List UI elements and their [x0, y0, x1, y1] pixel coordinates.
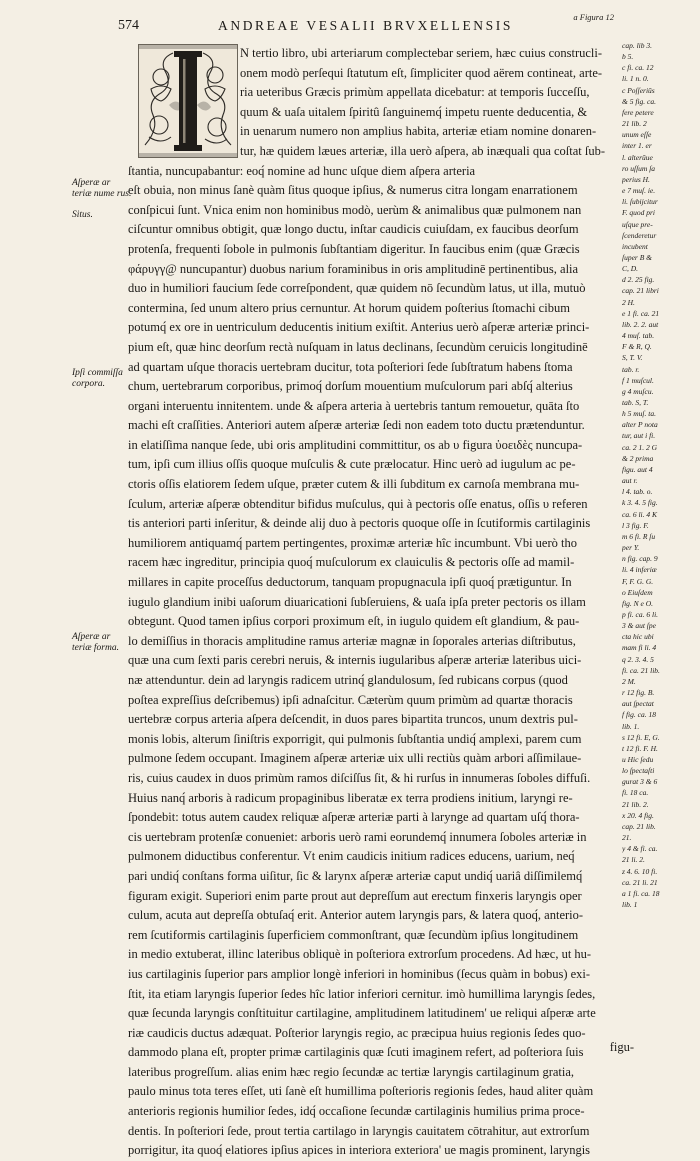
figure-reference: incubent	[622, 241, 648, 251]
figure-reference: ſcenderetur	[622, 230, 657, 240]
figure-reference: lib. 2. 2. aut	[622, 319, 659, 329]
figure-reference: c Poſſeriūs	[622, 85, 655, 95]
text-line: quæ una cum ſexti paris cerebri neruis, & internis iugularibus aſperæ arteriæ lateribus uici-	[128, 653, 582, 668]
figure-reference: 2 H.	[622, 297, 635, 307]
text-line: in uenarum numero non amplius habita, arteriæ etiam nomine donaren-	[240, 124, 597, 139]
figure-reference: li. 4 inferiæ	[622, 565, 657, 575]
text-line: millares in capite proceſſus deductorum, tanquam propugnacula ipſi quoq́ prætiguntur. In	[128, 575, 572, 590]
text-line: næ attenduntur. dein ad laryngis radicem utrinq́ glandulosum, ſed rubicans corpus (quod	[128, 673, 568, 687]
figure-reference: m 6 fi. R ſu	[622, 531, 656, 541]
figure-reference: S, T. V.	[622, 353, 643, 363]
historiated-initial-I-putti-icon	[139, 45, 237, 157]
text-line: onem modò perſequi ſtatutum eſt, ſimpliciter quod aërem contineat, arte-	[240, 65, 603, 80]
text-line: tis anteriori parti inſeritur, & deinde alij duo à pectoris quoque oſſe in ſcutiformis cartilaginis	[128, 516, 591, 531]
text-line: ctoris oſſis elatiorem ſedem uſque, præter cutem & illi ſubditum ex carnoſa membrana mu-	[128, 477, 580, 492]
figure-reference: a 1 fi. ca. 18	[622, 888, 660, 898]
figure-reference: o Eiuſdem	[622, 587, 653, 597]
figure-reference: a Figura 12	[573, 12, 614, 22]
figure-reference: cap. 21 libri	[622, 286, 659, 296]
text-line: pium eſt, quæ hinc deorſum rectà nuſquam in latus declinans, ſecundùm ceruicis longitudinē	[128, 339, 588, 354]
figure-reference: x 20. 4 fig.	[622, 810, 654, 820]
figure-reference: r 12 fig. B.	[622, 688, 655, 698]
figure-reference: tab. S, T.	[622, 398, 649, 407]
figure-reference: z 4. 6. 10 fi.	[622, 866, 658, 876]
text-line: ad quartam uſque thoracis uertebram ducitur, tota poſteriori ſede ſubſtratum habens ſtoma	[128, 359, 573, 374]
figure-reference: F, F. G. G.	[622, 576, 654, 586]
text-line: ria ueteribus Græcis primùm appellata dicebatur: at temporis ſucceſſu,	[240, 85, 590, 100]
text-line: ciſcuntur omnibus obtigit, quæ longo ductu, inſtar caudicis cuiuſdam, ex faucibus deorſum	[128, 222, 579, 237]
text-line: culum, acuta aut depreſſa obtuſaq́ erit. Anterior autem laryngis pars, & latera quoq́, anterio-	[128, 908, 584, 923]
figure-reference: li. 1 n. 0.	[622, 74, 649, 84]
text-line: tum, ipſi cum illius oſſis quoque muſculis & cute prælocatur. Hinc uerò ad iugulum ac pe-	[128, 457, 576, 472]
figure-reference: d 2. 25 fig.	[622, 275, 655, 285]
page-header	[118, 12, 618, 38]
text-line: contermina, ſed unum altero prius cernuntur. At horum quidem poſterius ſtomachi cibum	[128, 300, 570, 315]
figure-reference: u Hic ſedu	[622, 755, 654, 764]
figure-reference: mam fi li. 4	[622, 643, 657, 653]
figure-reference: fi. ca. 21 lib.	[622, 665, 660, 675]
figure-reference: lib. 1.	[622, 721, 640, 731]
figure-reference: & 5 fig. ca.	[622, 96, 656, 106]
figure-reference: e 7 muſ. ie.	[622, 186, 656, 196]
margin-note: Situs.	[72, 210, 93, 220]
text-line: duo in humiliori faucium ſede correſpondent, quæ quidem nō ſecundùm latus, ut illa, mutuò	[128, 281, 586, 296]
figure-reference: cap. lib 3.	[622, 41, 652, 50]
text-line: racem hæc ingreditur, principia quoq́ muſculorum ex clauiculis & pectoris oſſe ad mamil-	[128, 555, 575, 570]
text-line: Huius nanq́ arboris à radicum propaginibus liberatæ ex terra prodiens initium, laryngi re-	[128, 790, 573, 805]
figure-reference: 2 M.	[622, 676, 636, 686]
text-line: anterioris regionis humilior ſedes, idq́ occaſione ſecundæ cartilaginis humilius prima proce-	[128, 1104, 585, 1119]
text-line: pulmone ſedem occupant. Imaginem aſperæ arteriæ uix ulli rectiùs quàm arbori aſſimilaue-	[128, 751, 582, 766]
figure-reference: fi. 18 ca.	[622, 788, 649, 798]
text-line: organi interuentu innitentem. unde & aſpera arteria à uertebris tantum remouetur, quāta ſto	[128, 398, 580, 413]
text-line: humiliorem antiquamq́ partem pertingentes, proximæ arteriæ hîc incumbunt. Vbi uerò tho	[128, 535, 577, 550]
text-line: ſtit, ita etiam laryngis ſuperior ſedes hîc latior inferiori cernitur. imò humillima laryngis ſedes,	[128, 986, 596, 1001]
text-line: riæ caudicis ductus adæquat. Poſterior laryngis regio, ac præcipua huius regionis ſedes quo-	[128, 1025, 586, 1040]
figure-reference: 4 muſ. tab.	[622, 331, 655, 341]
figure-reference: ca. 2 1. 2 G	[622, 442, 657, 452]
figure-reference: 21 lib. 2	[622, 119, 647, 129]
figure-reference: fig. N e O.	[622, 598, 654, 608]
figure-reference: gurat 3 & 6	[622, 777, 658, 787]
text-line: paulo minus tota teres eſſet, uti ſanè eſt humillima poſterioris regionis ſedes, haud aliter quàm	[128, 1084, 594, 1099]
figure-reference: f fig. ca. 18	[622, 710, 656, 720]
text-line: quæ ſecunda laryngis conſtituitur cartilagine, amplitudinem latitudinem' ue reliqui aſperæ arte	[128, 1006, 596, 1021]
figure-reference: lo ſpectaſti	[622, 766, 655, 776]
running-head: ANDREAE VESALII BRVXELLENSIS	[218, 18, 513, 33]
text-line: ius cartilaginis ſuperior pars amplior longè inferiori in hominibus (ſecus quàm in bobus) exi-	[128, 966, 591, 981]
figure-reference: alter P nota	[622, 420, 658, 430]
figure-reference: g 4 muſcu.	[622, 386, 654, 396]
text-line: quum & uaſa uitalem ſpiritû ſanguinemq́ impetu ruente deducentia, &	[240, 104, 588, 119]
text-line: monis lobis, alterum ſiniſtris exporrigit, qui pulmonis ſubſtantia undiq́ amplexi, parem cum	[128, 731, 582, 746]
figure-reference: t 12 fi. F. H.	[622, 743, 658, 753]
figure-reference: li. ſubijcitur	[622, 197, 658, 207]
text-line: in medio extuberat, illinc lateribus obliquè in poſteriora extrorſum procedens. Ad hæc, ut hu-	[128, 947, 592, 962]
figure-reference: e 1 fi. ca. 21	[622, 308, 660, 318]
figure-reference: q 2. 3. 4. 5	[622, 654, 654, 664]
text-line: cis uertebram protenſæ conueniet: arboris uerò rami eorundemq́ innumera ſoboles arteriæ in	[128, 829, 587, 844]
figure-reference: tab. r.	[622, 364, 640, 374]
text-line: lo demiſſius in thoracis amplitudine ramus arteriæ magnæ in ſoporales arterias diſtributus,	[128, 633, 576, 648]
text-line: machi eſt craſſities. Anteriori autem aſperæ arteriæ ſedi non eadem toto ductu prætenduntur.	[128, 418, 585, 433]
figure-reference: k 3. 4. 5 fig.	[622, 498, 658, 508]
figure-reference: 21.	[622, 833, 632, 843]
text-line: iugulo glandium inibi uaſorum diuaricationi ſubſeruiens, & uaſa ipſa preter pectoris os illam	[128, 594, 586, 609]
figure-reference: figu. aut 4	[622, 464, 653, 474]
figure-reference: uſque pre-	[622, 219, 653, 229]
text-line: N tertio libro, ubi arteriarum complectebar seriem, hæc cuius construcli-	[240, 46, 603, 60]
text-line: rem ſcutiformis cartilaginis ſuperficiem commonſtrant, quæ ſecundùm ipſius longitudinem	[128, 927, 579, 942]
right-margin-notes	[622, 40, 696, 910]
margin-note: Aſperæ ar teriæ forma.	[72, 632, 119, 653]
figure-reference: h 5 muſ. ta.	[622, 409, 656, 419]
figure-reference: y 4 & fi. ca.	[622, 844, 658, 854]
figure-reference: inter 1. er	[622, 141, 652, 151]
text-line: uertebræ corpus arteria aſpera deſcendit, in duos pares bipartita truncos, unum dextris pul-	[128, 712, 578, 727]
figure-reference: b 5.	[622, 52, 634, 62]
margin-note: Aſperæ ar teriæ nume rus.	[72, 178, 132, 199]
text-line: pulmonem diductibus conferentur. Vt enim caudicis initium radices educens, uarium, neq́	[128, 849, 575, 864]
figure-reference: ca. 6 li. 4 K	[622, 509, 657, 519]
figure-reference: l 3 fig. F.	[622, 520, 649, 530]
figure-reference: s 12 fi. E, G.	[622, 732, 660, 742]
figure-reference: aut ſpectat	[622, 699, 654, 709]
text-line: chum, uertebrarum corporibus, primoq́ dorſum mouentium muſculorum pari abſq́ alterius	[128, 379, 573, 394]
figure-reference: per Y.	[622, 543, 640, 553]
page-number: 574	[118, 18, 139, 33]
text-line: protenſa, frequenti ſobole in pulmonis ſubſtantiam digeritur. In faucibus enim (quæ Græcis	[128, 241, 580, 256]
figure-reference: perius H.	[622, 174, 650, 184]
figure-reference: unum eſſe	[622, 130, 652, 140]
figure-reference: cta hic ubi	[622, 632, 654, 642]
text-line: obtegunt. Quod tamen ipſius corpori proximum eſt, in iugulo quidem eſt glandium, & pau-	[128, 614, 580, 629]
text-line: dentis. In poſteriori ſede, prout tertia cartilago in laryngis cauitatem cōtrahitur, aut extrorſum	[128, 1123, 590, 1138]
text-line: dammodo plana eſt, propter primæ cartilaginis quæ ſcuti imaginem refert, ad poſteriora ſuis	[128, 1045, 584, 1060]
figure-reference: ca. 21 li. 21	[622, 877, 658, 887]
figure-reference: ſuper B &	[622, 252, 652, 262]
text-line: in elatiſſima nanque ſede, ubi oris amplitudini committitur, os ab υ figura ὑοειδὲς nuncupa-	[128, 437, 583, 452]
text-line: ris, cuius caudex in duos primùm ramos diſciſſus ſit, & hi rurſus in innumeras ſoboles diffuſi.	[128, 770, 591, 785]
figure-reference: F. quod pri	[622, 208, 655, 218]
figure-reference: l. alterūue	[622, 152, 653, 162]
catchword: figu-	[609, 1040, 634, 1054]
figure-reference: F & R, Q.	[622, 342, 652, 352]
text-line: ſculum, arteriæ aſperæ obtenditur bifidus muſculus, qui à pectoris oſſe enatus, oſſis υ referen	[128, 496, 588, 511]
text-line: ſpondebit: totus autem caudex reliquæ aſperæ arteriæ parti à larynge ad quartam uſq́ thora-	[128, 810, 580, 825]
figure-reference: 21 li. 2.	[622, 855, 645, 865]
figure-reference: l 4. tab. o.	[622, 487, 653, 497]
main-text-block	[128, 44, 620, 1161]
figure-reference: aut r.	[622, 476, 638, 486]
figure-reference: lib. 1	[622, 900, 638, 910]
decorated-initial-icon	[138, 44, 238, 158]
figure-reference: p fi. ca. 6 li.	[622, 609, 659, 619]
figure-reference: ro uſſum ſa	[622, 163, 656, 173]
figure-reference: 3 & aut ſpe	[622, 621, 656, 631]
text-line: φάρυγγ@ nuncupantur) duobus narium foraminibus in oris amplitudinē pertinentibus, alia	[128, 261, 579, 276]
figure-reference: n fig. cap. 9	[622, 554, 658, 564]
text-line: poſtea expreſſius deſcribemus) ipſi adnaſcitur. Cæterùm quum primùm ad quartæ thoracis	[128, 692, 573, 707]
figure-reference: 21 lib. 2.	[622, 799, 649, 809]
figure-reference: f 1 muſcul.	[622, 375, 654, 385]
text-line: pari undiq́ conſtans forma uiſitur, ſic & larynx aſperæ arteriæ caput undiq́ uariâ diſſimilemq́	[128, 868, 583, 883]
figure-reference: fere petere	[622, 107, 654, 117]
figure-reference: & 2 prima	[622, 453, 654, 463]
figure-reference: C, D.	[622, 264, 639, 274]
text-line: tur, hæ quidem læues arteriæ, illa uerò aſpera, ab inæquali qua coſtat ſub-	[240, 143, 606, 158]
figure-reference: c fi. ca. 12	[622, 63, 654, 73]
text-line: eſt obuia, non minus ſanè quàm ſitus quoque ipſius, & numerus citra longam enarrationem	[128, 183, 578, 198]
text-line: porrigitur, ita quoq́ elatiores ipſius apices in interiora exteriora' ue magis prominent, laryngis	[128, 1143, 591, 1158]
text-line: potumq́ ex ore in uentriculum deducentis initium exiſtit. Anterius uerò aſperæ arteriæ princi-	[128, 320, 590, 335]
figure-reference: tur, aut i fi.	[622, 431, 656, 441]
margin-note: Ipſi commiſſa corpora.	[72, 368, 123, 389]
text-line: lateribus progreſſum. alias enim hæc regio ſecundæ ac tertiæ laryngis cartilaginum gratia,	[128, 1064, 575, 1079]
text-line: ſtantia, nuncupabantur: eoq́ nomine ad hunc uſque diem aſpera arteria	[128, 163, 476, 178]
figure-reference: cap. 21 lib.	[622, 821, 656, 831]
text-line: conſpicui ſunt. Vnica enim non hominibus modò, uerùm & animalibus quæ pulmonem nan	[128, 202, 582, 217]
text-line: figuram exigit. Superiori enim parte prout aut depreſſum aut erectum finxeris laryngis oper	[128, 888, 582, 903]
